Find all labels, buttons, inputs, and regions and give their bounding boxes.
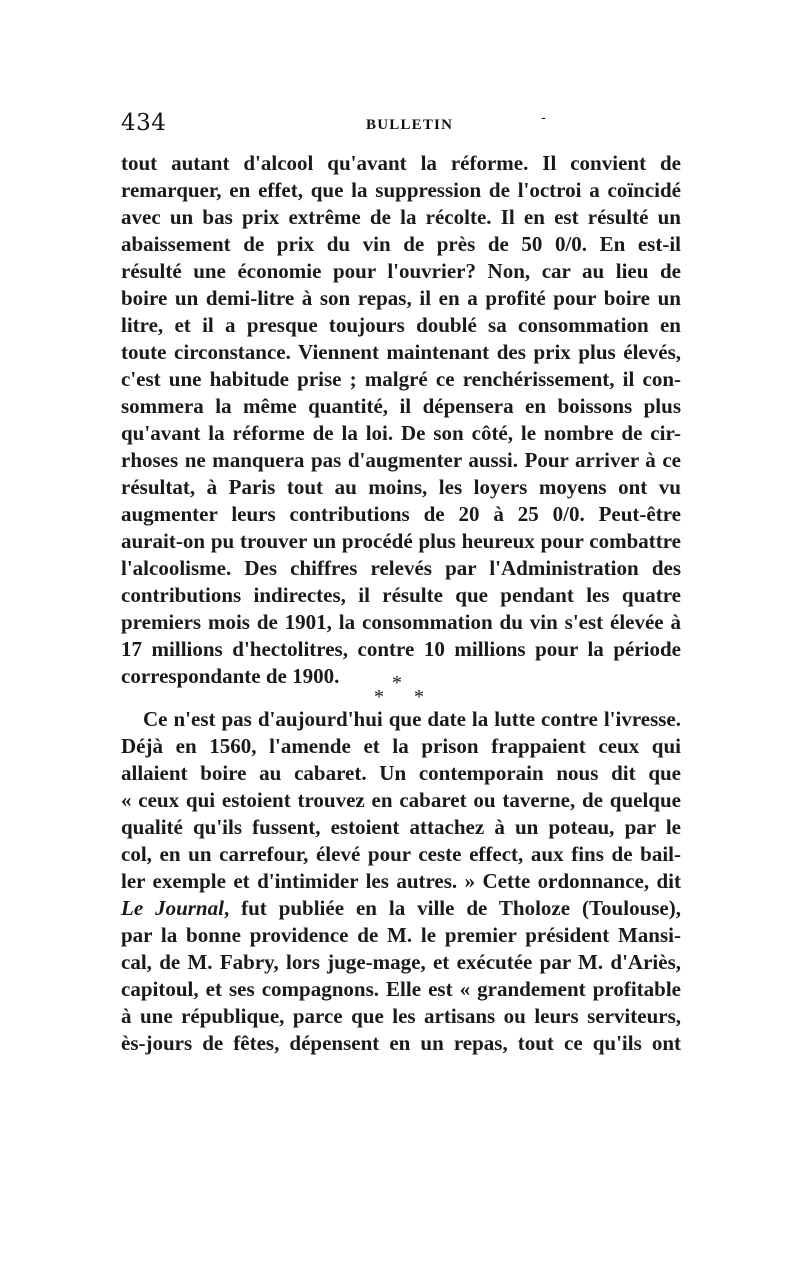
text-line: qualité qu'ils fussent, estoient attachez à un poteau, par le	[121, 815, 681, 839]
text-line: à une république, parce que les artisans ou leurs serviteurs,	[121, 1004, 681, 1028]
text-line: tout autant d'alcool qu'avant la réforme. Il convient de	[121, 151, 681, 175]
text-line: sommera la même quantité, il dépensera en boissons plus	[121, 394, 681, 418]
text-line: aurait-on pu trouver un procédé plus heureux pour combattre	[121, 529, 681, 553]
text-line: premiers mois de 1901, la consommation du vin s'est élevée à	[121, 610, 681, 634]
asterisk-glyph: *	[414, 686, 424, 708]
text-line: correspondante de 1900.	[121, 664, 340, 688]
page-header	[121, 110, 681, 140]
text-line: Ce n'est pas d'aujourd'hui que date la lutte contre l'ivresse.	[143, 707, 681, 731]
paragraph-1	[121, 150, 681, 690]
text-line: résultat, à Paris tout au moins, les loyers moyens ont vu	[121, 475, 681, 499]
text-line: cal, de M. Fabry, lors juge-mage, et exécutée par M. d'Ariès,	[121, 950, 681, 974]
text-line: avec un bas prix extrême de la récolte. Il en est résulté un	[121, 205, 681, 229]
text-line: allaient boire au cabaret. Un contemporain nous dit que	[121, 761, 681, 785]
text-line: Le Journal, fut publiée en la ville de Tholoze (Toulouse),	[121, 896, 681, 920]
text-line: capitoul, et ses compagnons. Elle est « grandement profitable	[121, 977, 681, 1001]
running-title: BULLETIN	[366, 117, 454, 133]
text-line: augmenter leurs contributions de 20 à 25 0/0. Peut-être	[121, 502, 681, 526]
text-line: remarquer, en effet, que la suppression de l'octroi a coïncidé	[121, 178, 681, 202]
page-number: 434	[121, 110, 167, 136]
header-mark: -	[541, 110, 546, 126]
text-line: col, en un carrefour, élevé pour ceste effect, aux fins de bail-	[121, 842, 681, 866]
text-line: abaissement de prix du vin de près de 50 0/0. En est-il	[121, 232, 681, 256]
text-line: boire un demi-litre à son repas, il en a profité pour boire un	[121, 286, 681, 310]
text-line: litre, et il a presque toujours doublé sa consommation en	[121, 313, 681, 337]
text-line: résulté une économie pour l'ouvrier? Non, car au lieu de	[121, 259, 681, 283]
text-line: par la bonne providence de M. le premier président Mansi-	[121, 923, 681, 947]
text-line: Déjà en 1560, l'amende et la prison frappaient ceux qui	[121, 734, 681, 758]
text-line: l'alcoolisme. Des chiffres relevés par l'Administration des	[121, 556, 681, 580]
asterisk-glyph: *	[392, 672, 402, 694]
paragraph-2	[121, 706, 681, 1057]
text-line: qu'avant la réforme de la loi. De son côté, le nombre de cir-	[121, 421, 681, 445]
text-line: ès-jours de fêtes, dépensent en un repas, tout ce qu'ils ont	[121, 1031, 681, 1055]
text-line: toute circonstance. Viennent maintenant des prix plus élevés,	[121, 340, 681, 364]
text-line: contributions indirectes, il résulte que pendant les quatre	[121, 583, 681, 607]
text-line: c'est une habitude prise ; malgré ce renchérissement, il con-	[121, 367, 681, 391]
text-line: ler exemple et d'intimider les autres. » Cette ordonnance, dit	[121, 869, 681, 893]
text-line: 17 millions d'hectolitres, contre 10 millions pour la période	[121, 637, 681, 661]
text-line: rhoses ne manquera pas d'augmenter aussi. Pour arriver à ce	[121, 448, 681, 472]
text-line: « ceux qui estoient trouvez en cabaret ou taverne, de quelque	[121, 788, 681, 812]
asterisk-glyph: *	[374, 686, 384, 708]
